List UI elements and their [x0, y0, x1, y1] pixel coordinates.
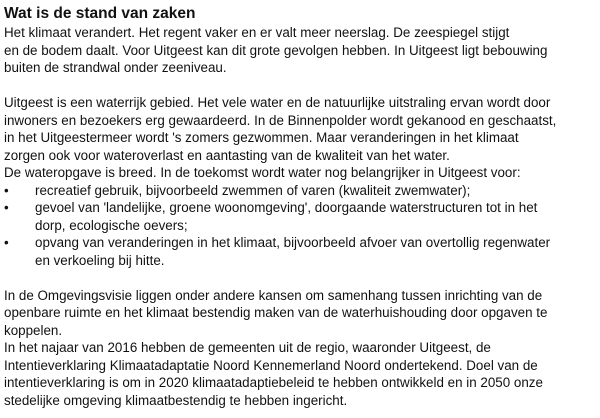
- water-uses-list: [4, 182, 594, 270]
- list-item-line: recreatief gebruik, bijvoorbeeld zwemmen of varen (kwaliteit zwemwater);: [35, 182, 471, 198]
- list-item: [4, 182, 594, 200]
- vision-paragraph: [4, 287, 594, 410]
- paragraph-line: Uitgeest is een waterrijk gebied. Het vele water en de natuurlijke uitstraling ervan wordt door: [4, 95, 551, 110]
- paragraph-line: koppelen.: [4, 322, 63, 338]
- paragraph-line: in het Uitgeestermeer wordt 's zomers gezwommen. Maar veranderingen in het klimaat: [4, 130, 519, 145]
- list-item-line: en verkoeling bij hitte.: [35, 252, 165, 268]
- paragraph-spacer: [4, 269, 594, 287]
- list-item: [4, 199, 594, 234]
- paragraph-line: Intentieverklaring Klimaatadaptatie Noord Kennemerland Noord ondertekend. Doel van de: [4, 357, 538, 373]
- list-item-line: dorp, ecologische oevers;: [35, 217, 188, 233]
- paragraph-line: en de bodem daalt. Voor Uitgeest kan dit grote gevolgen hebben. In Uitgeest ligt bebouwing: [4, 42, 548, 58]
- paragraph-line: In het najaar van 2016 hebben de gemeenten uit de regio, waaronder Uitgeest, de: [4, 340, 491, 355]
- paragraph-line: stedelijke omgeving klimaatbestendig te hebben ingericht.: [4, 392, 348, 408]
- paragraph-line: De wateropgave is breed. In de toekomst wordt water nog belangrijker in Uitgeest voor:: [4, 165, 521, 180]
- paragraph-line: zorgen ook voor wateroverlast en aantasting van de kwaliteit van het water.: [4, 147, 450, 163]
- bullet-icon: •: [4, 200, 9, 215]
- water-paragraph: [4, 94, 594, 182]
- bullet-icon: •: [4, 182, 9, 198]
- intro-paragraph: [4, 24, 594, 77]
- document-page: [4, 4, 594, 409]
- list-item-line: opvang van veranderingen in het klimaat, bijvoorbeeld afvoer van overtollig regenwater: [35, 235, 551, 250]
- list-item: [4, 234, 594, 269]
- paragraph-line: openbare ruimte en het klimaat bestendig maken van de waterhuishouding door opgaven te: [4, 305, 548, 320]
- bullet-icon: •: [4, 235, 9, 250]
- paragraph-line: intentieverklaring is om in 2020 klimaatadaptiebeleid te hebben ontwikkeld en in 2050 onze: [4, 375, 543, 390]
- paragraph-line: buiten de strandwal onder zeeniveau.: [4, 60, 227, 75]
- paragraph-line: inwoners en bezoekers erg gewaardeerd. In de Binnenpolder wordt gekanood en geschaatst,: [4, 112, 557, 128]
- paragraph-line: Het klimaat verandert. Het regent vaker en er valt meer neerslag. De zeespiegel stijgt: [4, 25, 510, 40]
- section-heading: Wat is de stand van zaken: [4, 5, 196, 22]
- paragraph-line: In de Omgevingsvisie liggen onder andere kansen om samenhang tussen inrichting van de: [4, 287, 543, 303]
- paragraph-spacer: [4, 77, 594, 95]
- list-item-line: gevoel van 'landelijke, groene woonomgeving', doorgaande waterstructuren tot in het: [35, 200, 538, 215]
